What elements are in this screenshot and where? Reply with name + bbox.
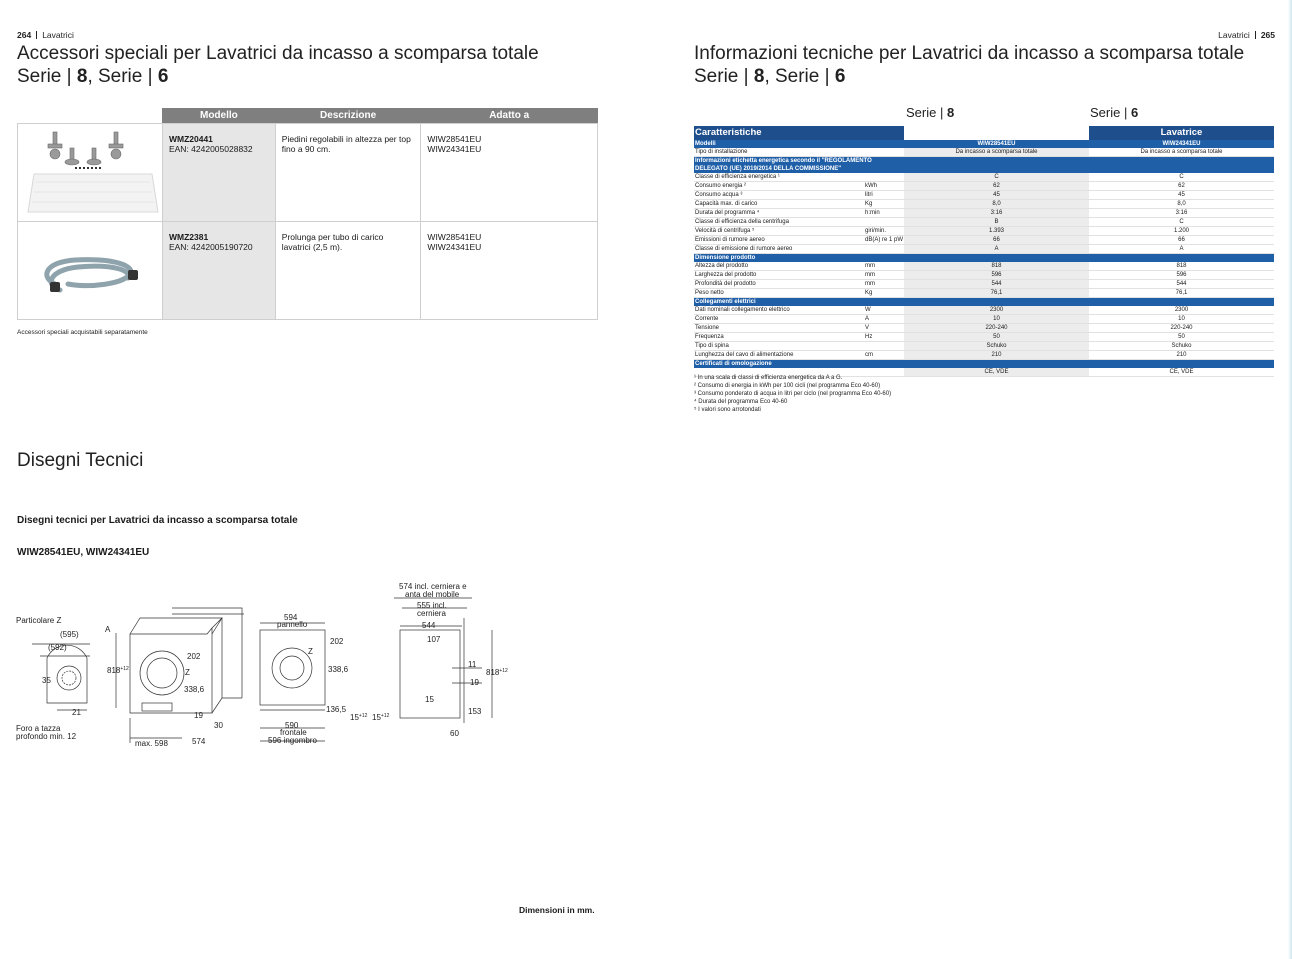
- spec-install-row: Tipo di installazione Da incasso a scomparsa totale Da incasso a scomparsa totale: [694, 148, 1274, 157]
- spec-cell-v2: Schuko: [1089, 342, 1274, 351]
- spec-row: [694, 306, 1274, 315]
- spec-cell-label: Consumo energia ²: [694, 182, 864, 191]
- spec-cell-unit: Hz: [864, 333, 904, 342]
- label-Z-left: Z: [185, 668, 190, 677]
- spec-cell-v1: A: [904, 245, 1089, 254]
- spec-cell-v2: 2300: [1089, 306, 1274, 315]
- label-A: A: [105, 625, 111, 634]
- label-Z-front: Z: [308, 647, 313, 656]
- spec-cell-label: Classe di emissione di rumore aereo: [694, 245, 864, 254]
- spec-cell-v1: 544: [904, 280, 1089, 289]
- spec-cell-v2: 220-240: [1089, 324, 1274, 333]
- spec-row: [694, 351, 1274, 360]
- label-35: 35: [42, 676, 51, 685]
- spec-cell-v1: 818: [904, 262, 1089, 271]
- label-818-right: $818^{+12}$: [486, 668, 508, 677]
- fit-model: WIW28541EU: [427, 133, 482, 144]
- spec-cell-v2: 818: [1089, 262, 1274, 271]
- spec-section-elec: Collegamenti elettrici: [694, 298, 1274, 307]
- spec-cell-v1: 50: [904, 333, 1089, 342]
- spec-cell-label: Emissioni di rumore aereo: [694, 236, 864, 245]
- spec-cell-label: Consumo acqua ³: [694, 191, 864, 200]
- label-ingombro: 596 ingombro: [268, 736, 317, 745]
- spec-row: [694, 280, 1274, 289]
- label-202-front: 202: [330, 637, 344, 646]
- spec-cell-label: Classe di efficienza energetica ¹: [694, 173, 864, 182]
- spec-cell-label: Corrente: [694, 315, 864, 324]
- label-particolare: Particolare Z: [16, 616, 62, 625]
- label-153: 153: [468, 707, 482, 716]
- spec-cell-v1: 1.393: [904, 227, 1089, 236]
- spec-cell-label: Frequenza: [694, 333, 864, 342]
- spec-cell-v1: B: [904, 218, 1089, 227]
- accessory-description: Piedini regolabili in altezza per top fino a 90 cm.: [275, 123, 421, 221]
- spec-cell-v1: 66: [904, 236, 1089, 245]
- fit-model: WIW24341EU: [427, 143, 482, 154]
- spec-cell-label: Capacità max. di carico: [694, 200, 864, 209]
- spec-cell-v2: 45: [1089, 191, 1274, 200]
- spec-cell-label: Lunghezza del cavo di alimentazione: [694, 351, 864, 360]
- label-21: 21: [72, 708, 81, 717]
- label-15-side: 15: [425, 695, 434, 704]
- spec-cell-v1: 596: [904, 271, 1089, 280]
- label-202-left: 202: [187, 652, 201, 661]
- spec-cell-v1: 3:16: [904, 209, 1089, 218]
- footnote: ³ Consumo ponderato di acqua in litri per ciclo (nel programma Eco 40-60): [694, 391, 892, 397]
- spec-row: [694, 245, 1274, 254]
- spec-cell-v2: 210: [1089, 351, 1274, 360]
- spec-cell-unit: V: [864, 324, 904, 333]
- spec-row: [694, 271, 1274, 280]
- label-3386-front: 338,6: [328, 665, 349, 674]
- inlet-hose-icon: [18, 221, 163, 319]
- spec-cell-unit: W: [864, 306, 904, 315]
- spec-cell-unit: kWh: [864, 182, 904, 191]
- label-max598: max. 598: [135, 739, 168, 748]
- spec-cell-unit: giri/min.: [864, 227, 904, 236]
- spec-cell-label: Tensione: [694, 324, 864, 333]
- spec-cert-row: CE, VDE CE, VDE: [694, 368, 1274, 377]
- fit-model: WIW24341EU: [427, 241, 482, 252]
- spec-section-energy: Informazioni etichetta energetica secondo il "REGOLAMENTO DELEGATO (UE) 2019/2014 DELLA COMMISSIONE": [694, 157, 1274, 174]
- spec-cell-label: Altezza del prodotto: [694, 262, 864, 271]
- spec-cell-unit: [864, 173, 904, 182]
- spec-row: [694, 218, 1274, 227]
- spec-cell-v2: C: [1089, 218, 1274, 227]
- spec-cell-v2: 66: [1089, 236, 1274, 245]
- accessory-ean: EAN: 4242005028832: [168, 143, 253, 154]
- left-title-line1: Accessori speciali per Lavatrici da incasso a scomparsa totale: [17, 43, 539, 64]
- spec-row: [694, 289, 1274, 298]
- label-592: (592): [48, 643, 67, 652]
- drawings-models: WIW28541EU, WIW24341EU: [17, 547, 150, 558]
- spec-cell-label: Durata del programma ⁴: [694, 209, 864, 218]
- fit-model: WIW28541EU: [427, 231, 482, 242]
- label-544: 544: [422, 621, 436, 630]
- col-header-description: Descrizione: [275, 108, 421, 123]
- table-row: [18, 221, 598, 319]
- spec-row: [694, 200, 1274, 209]
- spec-cell-unit: [864, 342, 904, 351]
- spec-cell-label: Classe di efficienza della centrifuga: [694, 218, 864, 227]
- spec-cell-v2: 544: [1089, 280, 1274, 289]
- spec-cell-unit: A: [864, 315, 904, 324]
- spec-cell-unit: litri: [864, 191, 904, 200]
- spec-cell-v1: 2300: [904, 306, 1089, 315]
- left-title-serie: Serie | 8, Serie | 6: [17, 66, 169, 87]
- spec-cell-unit: cm: [864, 351, 904, 360]
- left-page-title: [17, 42, 539, 88]
- right-page-header: [1218, 30, 1275, 40]
- label-574: 574: [192, 737, 206, 746]
- label-cerniera: cerniera: [417, 609, 446, 618]
- spec-cell-v2: C: [1089, 173, 1274, 182]
- label-11: 11: [468, 660, 477, 669]
- spec-cell-label: Larghezza del prodotto: [694, 271, 864, 280]
- label-590: 590: [285, 721, 299, 730]
- footnote: ¹ In una scala di classi di efficienza energetica da A a G.: [694, 375, 843, 381]
- label-incl1: 574 incl. cerniera e: [399, 582, 467, 591]
- spec-row: [694, 182, 1274, 191]
- spec-cell-unit: [864, 245, 904, 254]
- spec-cell-v1: 8,0: [904, 200, 1089, 209]
- label-frontale: frontale: [280, 728, 307, 737]
- spec-header-row: Caratteristiche Lavatrice Lavatrice: [694, 126, 1274, 140]
- spec-cell-v2: 76,1: [1089, 289, 1274, 298]
- spec-cell-label: Tipo di spina: [694, 342, 864, 351]
- spec-cell-unit: h:min: [864, 209, 904, 218]
- footnote: ⁵ I valori sono arrotondati: [694, 407, 761, 413]
- spec-cell-label: Peso netto: [694, 289, 864, 298]
- left-section-label: Lavatrici: [42, 30, 74, 40]
- spec-row: [694, 324, 1274, 333]
- label-foro2: profondo min. 12: [16, 732, 77, 741]
- spec-cell-unit: Kg: [864, 289, 904, 298]
- spec-cell-label: Profondità del prodotto: [694, 280, 864, 289]
- left-page-header: [17, 30, 74, 40]
- drawings-heading: Disegni Tecnici: [17, 450, 144, 471]
- spec-cell-v2: 3:16: [1089, 209, 1274, 218]
- accessory-ean: EAN: 4242005190720: [168, 241, 253, 252]
- dimensions-note: Dimensioni in mm.: [519, 905, 595, 915]
- label-19-right: 19: [470, 678, 479, 687]
- spec-model-row: Modelli WIW28541EU WIW24341EU: [694, 140, 1274, 148]
- spec-table: [694, 126, 1274, 377]
- spec-cell-v2: 1.200: [1089, 227, 1274, 236]
- spec-row: [694, 333, 1274, 342]
- spec-cell-v1: C: [904, 173, 1089, 182]
- spec-cell-v1: 62: [904, 182, 1089, 191]
- drawings-subtitle: Disegni tecnici per Lavatrici da incasso a scomparsa totale: [17, 515, 298, 526]
- spec-row: [694, 209, 1274, 218]
- spec-cell-v1: 220-240: [904, 324, 1089, 333]
- spec-footnotes: [694, 374, 891, 414]
- spec-cell-v2: 596: [1089, 271, 1274, 280]
- label-3386-left: 338,6: [184, 685, 205, 694]
- accessories-table: [17, 108, 598, 320]
- label-30: 30: [214, 721, 223, 730]
- label-60: 60: [450, 729, 459, 738]
- label-incl2: anta del mobile: [405, 590, 460, 599]
- spec-cell-v1: 10: [904, 315, 1089, 324]
- label-595: (595): [60, 630, 79, 639]
- spec-cell-unit: mm: [864, 262, 904, 271]
- spec-cell-unit: Kg: [864, 200, 904, 209]
- table-row: [18, 123, 598, 221]
- label-19: 19: [194, 711, 203, 720]
- spec-cell-unit: mm: [864, 271, 904, 280]
- right-title-serie: Serie | 8, Serie | 6: [694, 66, 846, 87]
- label-foro1: Foro a tazza: [16, 724, 61, 733]
- right-page-number: 265: [1260, 30, 1275, 40]
- accessory-description: Prolunga per tubo di carico lavatrici (2,5 m).: [275, 221, 421, 319]
- right-section-label: Lavatrici: [1218, 30, 1250, 40]
- serie-column-1: Serie | 8: [906, 105, 955, 120]
- spec-cell-v1: 45: [904, 191, 1089, 200]
- accessory-code: WMZ2381: [168, 231, 209, 242]
- spec-section-cert: Certificati di omologazione: [694, 360, 1274, 369]
- label-1365: 136,5: [326, 705, 347, 714]
- spec-cell-v1: 210: [904, 351, 1089, 360]
- spec-row: [694, 262, 1274, 271]
- col-header-fit: Adatto a: [421, 108, 598, 123]
- adjustable-feet-kit-icon: [18, 123, 163, 221]
- spec-cell-v2: 10: [1089, 315, 1274, 324]
- accessories-note: Accessori speciali acquistabili separatamente: [17, 329, 148, 336]
- accessory-code: WMZ20441: [168, 133, 213, 144]
- spec-cell-unit: mm: [864, 280, 904, 289]
- label-15-a: $15^{+12}$: [350, 713, 368, 722]
- spec-cell-label: Velocità di centrifuga ⁵: [694, 227, 864, 236]
- spec-row: [694, 227, 1274, 236]
- serie-column-2: Serie | 6: [1090, 105, 1139, 120]
- spec-cell-v2: 62: [1089, 182, 1274, 191]
- spec-cell-v2: 8,0: [1089, 200, 1274, 209]
- right-title-line1: Informazioni tecniche per Lavatrici da incasso a scomparsa totale: [694, 43, 1245, 64]
- right-page-title: [694, 42, 1244, 88]
- spec-row: [694, 315, 1274, 324]
- spec-cell-label: Dati nominali collegamento elettrico: [694, 306, 864, 315]
- spec-cell-unit: [864, 218, 904, 227]
- label-15-b: $15^{+12}$: [372, 713, 390, 722]
- spec-row: [694, 191, 1274, 200]
- col-header-model: Modello: [162, 108, 275, 123]
- spec-cell-unit: dB(A) re 1 pW: [864, 237, 903, 243]
- label-555: 555 incl.: [417, 601, 447, 610]
- spec-row: [694, 236, 1274, 245]
- spec-cell-v2: A: [1089, 245, 1274, 254]
- page-edge: [1288, 0, 1292, 959]
- spec-cell-v1: Schuko: [904, 342, 1089, 351]
- footnote: ² Consumo di energia in kWh per 100 cicli (nel programma Eco 40-60): [694, 383, 881, 389]
- spec-section-dims: Dimensione prodotto: [694, 254, 1274, 263]
- label-594: 594: [284, 613, 298, 622]
- footnote: ⁴ Durata del programma Eco 40-60: [694, 399, 788, 405]
- spec-cell-v1: 76,1: [904, 289, 1089, 298]
- spec-cell-v2: 50: [1089, 333, 1274, 342]
- label-818-left: $818^{+12}$: [107, 666, 129, 675]
- label-107: 107: [427, 635, 441, 644]
- spec-row: [694, 342, 1274, 351]
- technical-drawing: [12, 578, 522, 758]
- spec-row: [694, 173, 1274, 182]
- label-pannello: pannello: [277, 620, 308, 629]
- left-page-number: 264: [17, 30, 32, 40]
